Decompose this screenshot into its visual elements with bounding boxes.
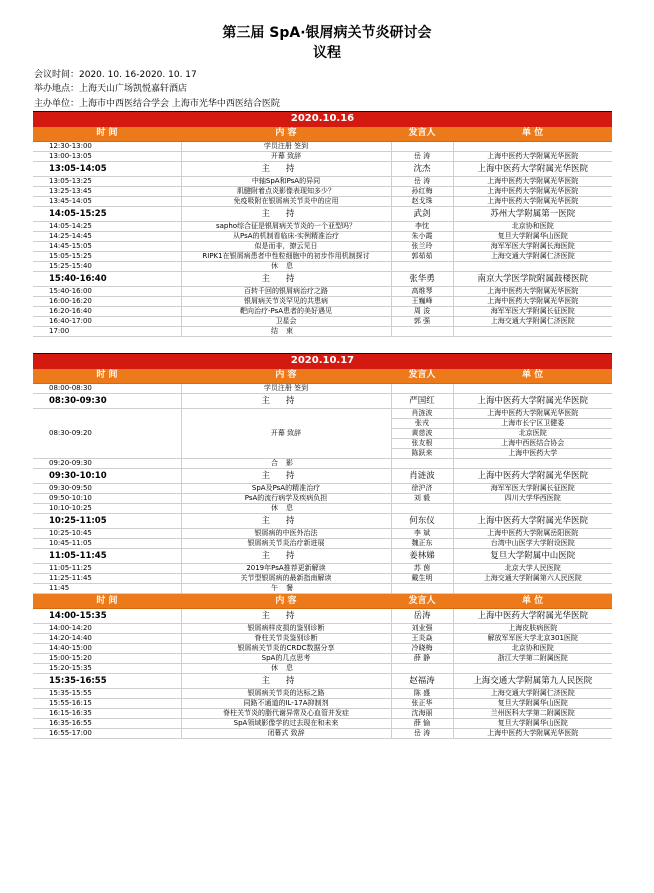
- break-row: [33, 327, 612, 337]
- row-unit: [453, 459, 612, 469]
- row-speaker: 张兰玲: [391, 242, 453, 252]
- row-speaker: 赵福涛: [391, 674, 453, 689]
- row-unit: 上海交通大学附属第九人民医院: [453, 674, 612, 689]
- row-time: 14:20-14:40: [33, 634, 181, 644]
- agenda-table: [33, 111, 612, 739]
- row-unit: 上海市长宁区卫健委: [453, 419, 612, 429]
- row-speaker: 王巍峰: [391, 297, 453, 307]
- row-content: RIPK1在银屑病患者中性粒细胞中的初步作用机制探讨: [181, 252, 391, 262]
- row-time: 16:00-16:20: [33, 297, 181, 307]
- row-speaker: 沈海丽: [391, 709, 453, 719]
- row-unit: 上海中医药大学附属光华医院: [453, 287, 612, 297]
- table-row: [33, 307, 612, 317]
- row-content: 2019年PsA推荐更新解读: [181, 564, 391, 574]
- row-time: 15:55-16:15: [33, 699, 181, 709]
- col-header-speaker: 发言人: [391, 594, 453, 609]
- row-unit: 上海中医药大学附属光华医院: [453, 609, 612, 624]
- row-unit: 上海交通大学附属仁济医院: [453, 689, 612, 699]
- meeting-organizer: 主办单位：上海市中西医结合学会 上海市光华中西医结合医院: [34, 99, 280, 109]
- table-row: [33, 574, 612, 584]
- row-time: 17:00: [33, 327, 181, 337]
- row-time: 11:45: [33, 584, 181, 594]
- row-content: 主持: [181, 272, 391, 287]
- table-row: [33, 384, 612, 394]
- row-unit: 上海中医药大学附属光华医院: [453, 197, 612, 207]
- row-content: 银屑病关节炎的达标之路: [181, 689, 391, 699]
- row-speaker: [391, 459, 453, 469]
- row-content: 中轴SpA和PsA的异同: [181, 177, 391, 187]
- row-content: 开幕 致辞: [181, 152, 391, 162]
- row-unit: 海军军医大学附属长征医院: [453, 307, 612, 317]
- row-speaker: 黄慈波: [391, 429, 453, 439]
- row-speaker: [391, 142, 453, 152]
- row-time: 13:05-13:25: [33, 177, 181, 187]
- table-row: [33, 287, 612, 297]
- row-content: SpA领域影像学的过去现在和未来: [181, 719, 391, 729]
- row-speaker: 郭茹茹: [391, 252, 453, 262]
- table-row: [33, 689, 612, 699]
- row-time: 08:30-09:30: [33, 394, 181, 409]
- row-content: 脊柱关节炎鉴别诊断: [181, 634, 391, 644]
- session-chair-row: [33, 394, 612, 409]
- row-time: 15:25-15:40: [33, 262, 181, 272]
- row-speaker: 周 浚: [391, 307, 453, 317]
- row-content: 免疫吸附在银屑病关节炎中的应用: [181, 197, 391, 207]
- row-unit: [453, 584, 612, 594]
- row-time: 15:40-16:00: [33, 287, 181, 297]
- col-header-unit: 单 位: [453, 127, 612, 142]
- row-content: 靶向治疗-PsA患者的美好遇见: [181, 307, 391, 317]
- col-header-content: 内 容: [181, 594, 391, 609]
- row-time: 15:00-15:20: [33, 654, 181, 664]
- row-speaker: 赵戈珠: [391, 197, 453, 207]
- row-unit: 北京协和医院: [453, 222, 612, 232]
- row-time: 14:05-14:25: [33, 222, 181, 232]
- table-row: [33, 539, 612, 549]
- row-unit: 北京医院: [453, 429, 612, 439]
- row-speaker: 严国红: [391, 394, 453, 409]
- row-unit: 苏州大学附属第一医院: [453, 207, 612, 222]
- row-speaker: 陈跃来: [391, 449, 453, 459]
- row-speaker: 郭 强: [391, 317, 453, 327]
- row-unit: 上海中医药大学附属光华医院: [453, 187, 612, 197]
- session-chair-row: [33, 674, 612, 689]
- row-time: 14:40-15:00: [33, 644, 181, 654]
- row-content: 闭幕式 致辞: [181, 729, 391, 739]
- row-content: 肌腱附着点炎影像表现知多少？: [181, 187, 391, 197]
- col-header-unit: 单 位: [453, 369, 612, 384]
- row-speaker: 岳 涛: [391, 177, 453, 187]
- row-unit: 上海中医药大学附属光华医院: [453, 152, 612, 162]
- table-row: [33, 654, 612, 664]
- row-time: 13:45-14:05: [33, 197, 181, 207]
- row-speaker: 姜林娣: [391, 549, 453, 564]
- session-chair-row: [33, 469, 612, 484]
- row-time: 15:35-16:55: [33, 674, 181, 689]
- table-row: [33, 644, 612, 654]
- row-unit: 北京协和医院: [453, 644, 612, 654]
- row-content: 学员注册 签到: [181, 384, 391, 394]
- row-speaker: [391, 262, 453, 272]
- row-time: 16:15-16:35: [33, 709, 181, 719]
- row-speaker: 冷晓梅: [391, 644, 453, 654]
- row-content: 银屑病样皮损的鉴别诊断: [181, 624, 391, 634]
- row-time: 10:25-11:05: [33, 514, 181, 529]
- table-row: [33, 317, 612, 327]
- row-time: 15:35-15:55: [33, 689, 181, 699]
- row-speaker: [391, 384, 453, 394]
- row-unit: 四川大学华西医院: [453, 494, 612, 504]
- row-speaker: 刘业强: [391, 624, 453, 634]
- row-time: 09:20-09:30: [33, 459, 181, 469]
- break-row: [33, 504, 612, 514]
- col-header-unit: 单 位: [453, 594, 612, 609]
- row-speaker: 魏正东: [391, 539, 453, 549]
- row-content: 主持: [181, 549, 391, 564]
- row-time: 13:00-13:05: [33, 152, 181, 162]
- table-row: [33, 529, 612, 539]
- row-unit: 上海中医药大学: [453, 449, 612, 459]
- row-speaker: 张友根: [391, 439, 453, 449]
- table-row: [33, 709, 612, 719]
- col-header-time: 时 间: [33, 127, 181, 142]
- break-row: [33, 262, 612, 272]
- row-content: 学员注册 签到: [181, 142, 391, 152]
- row-speaker: 戴生明: [391, 574, 453, 584]
- row-unit: 复旦大学附属华山医院: [453, 719, 612, 729]
- row-unit: 上海中医药大学附属光华医院: [453, 394, 612, 409]
- row-unit: 上海中医药大学附属光华医院: [453, 729, 612, 739]
- row-speaker: 高维琴: [391, 287, 453, 297]
- row-time: 14:00-14:20: [33, 624, 181, 634]
- row-speaker: 张戎: [391, 419, 453, 429]
- col-header-content: 内 容: [181, 127, 391, 142]
- table-row: [33, 242, 612, 252]
- row-content: 关节型银屑病的最新指南解读: [181, 574, 391, 584]
- row-unit: 上海中医药大学附属光华医院: [453, 297, 612, 307]
- row-content: 主持: [181, 394, 391, 409]
- row-time: 14:25-14:45: [33, 232, 181, 242]
- row-speaker: [391, 664, 453, 674]
- row-speaker: 薛 静: [391, 654, 453, 664]
- row-unit: 海军军医大学附属长征医院: [453, 484, 612, 494]
- row-unit: 复旦大学附属华山医院: [453, 232, 612, 242]
- row-content: 开幕 致辞: [181, 409, 391, 459]
- col-header-speaker: 发言人: [391, 369, 453, 384]
- table-row: [33, 409, 612, 419]
- table-row: [33, 484, 612, 494]
- row-time: 10:10-10:25: [33, 504, 181, 514]
- break-row: [33, 664, 612, 674]
- row-unit: 上海交通大学附属仁济医院: [453, 252, 612, 262]
- row-speaker: 苏 茵: [391, 564, 453, 574]
- table-row: [33, 297, 612, 307]
- session-chair-row: [33, 162, 612, 177]
- date-banner: [33, 112, 612, 127]
- row-speaker: 武剑: [391, 207, 453, 222]
- row-speaker: 张正华: [391, 699, 453, 709]
- row-content: 似是而非，撩云见日: [181, 242, 391, 252]
- row-content: 百转千回的银屑病治疗之路: [181, 287, 391, 297]
- row-time: 13:05-14:05: [33, 162, 181, 177]
- row-content: 休息: [181, 664, 391, 674]
- date-banner: [33, 354, 612, 369]
- row-speaker: 朱小霞: [391, 232, 453, 242]
- row-unit: 北京大学人民医院: [453, 564, 612, 574]
- row-time: 16:40-17:00: [33, 317, 181, 327]
- table-row: [33, 232, 612, 242]
- row-unit: 上海中医药大学附属光华医院: [453, 514, 612, 529]
- column-header-row: [33, 127, 612, 142]
- row-speaker: 刘 毅: [391, 494, 453, 504]
- date-label: 2020.10.17: [33, 354, 612, 369]
- row-unit: 上海中医药大学附属光华医院: [453, 162, 612, 177]
- row-time: 12:30-13:00: [33, 142, 181, 152]
- row-content: 合影: [181, 459, 391, 469]
- row-unit: [453, 262, 612, 272]
- row-content: 卫星会: [181, 317, 391, 327]
- date-label: 2020.10.16: [33, 112, 612, 127]
- row-speaker: [391, 327, 453, 337]
- row-speaker: 沈杰: [391, 162, 453, 177]
- row-content: 从PsA的机制看临床-实例精准治疗: [181, 232, 391, 242]
- row-content: 主持: [181, 674, 391, 689]
- table-row: [33, 494, 612, 504]
- column-header-row: [33, 594, 612, 609]
- row-time: 09:50-10:10: [33, 494, 181, 504]
- row-unit: 上海交通大学附属仁济医院: [453, 317, 612, 327]
- row-content: 同路不通道的IL-17A抑制剂: [181, 699, 391, 709]
- table-row: [33, 222, 612, 232]
- table-row: [33, 252, 612, 262]
- table-row: [33, 624, 612, 634]
- table-row: [33, 634, 612, 644]
- row-unit: 上海中医药大学附属光华医院: [453, 469, 612, 484]
- row-time: 08:00-08:30: [33, 384, 181, 394]
- session-chair-row: [33, 609, 612, 624]
- table-row: [33, 719, 612, 729]
- row-time: 10:45-11:05: [33, 539, 181, 549]
- row-unit: [453, 327, 612, 337]
- row-time: 16:35-16:55: [33, 719, 181, 729]
- row-content: SpA的几点思考: [181, 654, 391, 664]
- row-time: 14:00-15:35: [33, 609, 181, 624]
- session-chair-row: [33, 207, 612, 222]
- session-chair-row: [33, 549, 612, 564]
- row-speaker: 陈 盛: [391, 689, 453, 699]
- row-unit: 复旦大学附属华山医院: [453, 699, 612, 709]
- row-content: 脊柱关节炎的脂代谢异常及心血管并发症: [181, 709, 391, 719]
- row-speaker: [391, 504, 453, 514]
- row-content: 主持: [181, 609, 391, 624]
- row-content: 结束: [181, 327, 391, 337]
- row-content: sapho综合征是银屑病关节炎的一个亚型吗？: [181, 222, 391, 232]
- row-content: 银屑病关节炎的CRDC数据分享: [181, 644, 391, 654]
- row-time: 11:05-11:25: [33, 564, 181, 574]
- row-unit: 浙江大学第二附属医院: [453, 654, 612, 664]
- row-time: 08:30-09:20: [33, 409, 181, 459]
- row-time: 14:45-15:05: [33, 242, 181, 252]
- col-header-time: 时 间: [33, 369, 181, 384]
- table-row: [33, 152, 612, 162]
- row-unit: 复旦大学附属中山医院: [453, 549, 612, 564]
- row-content: 银屑病关节炎罕见的共患病: [181, 297, 391, 307]
- column-header-row: [33, 369, 612, 384]
- meeting-time: 会议时间：2020. 10. 16-2020. 10. 17: [34, 70, 197, 80]
- col-header-time: 时 间: [33, 594, 181, 609]
- row-content: 午餐: [181, 584, 391, 594]
- row-speaker: 肖涟波: [391, 469, 453, 484]
- row-time: 15:20-15:35: [33, 664, 181, 674]
- row-content: 银屑病的中医外治法: [181, 529, 391, 539]
- table-row: [33, 699, 612, 709]
- row-unit: 上海中医药大学附属光华医院: [453, 177, 612, 187]
- row-unit: 海军军医大学附属长海医院: [453, 242, 612, 252]
- row-speaker: 岳涛: [391, 609, 453, 624]
- row-unit: 上海交通大学附属第六人民医院: [453, 574, 612, 584]
- session-chair-row: [33, 514, 612, 529]
- row-speaker: 肖涟波: [391, 409, 453, 419]
- day-divider: [33, 337, 612, 354]
- table-row: [33, 729, 612, 739]
- meeting-place: 举办地点：上海天山广场凯悦嘉轩酒店: [34, 84, 188, 94]
- row-time: 11:05-11:45: [33, 549, 181, 564]
- row-speaker: 徐沪济: [391, 484, 453, 494]
- row-time: 15:40-16:40: [33, 272, 181, 287]
- row-unit: [453, 664, 612, 674]
- row-content: 主持: [181, 207, 391, 222]
- row-time: 16:20-16:40: [33, 307, 181, 317]
- row-speaker: 岳 涛: [391, 729, 453, 739]
- col-header-content: 内 容: [181, 369, 391, 384]
- table-row: [33, 177, 612, 187]
- row-unit: 上海皮肤病医院: [453, 624, 612, 634]
- row-time: 16:55-17:00: [33, 729, 181, 739]
- row-speaker: 孙红梅: [391, 187, 453, 197]
- row-speaker: 王炎焱: [391, 634, 453, 644]
- col-header-speaker: 发言人: [391, 127, 453, 142]
- row-time: 15:05-15:25: [33, 252, 181, 262]
- row-unit: 南京大学医学院附属鼓楼医院: [453, 272, 612, 287]
- row-unit: 上海中医药大学附属岳阳医院: [453, 529, 612, 539]
- divider-cell: [33, 337, 612, 354]
- row-content: 主持: [181, 162, 391, 177]
- break-row: [33, 459, 612, 469]
- row-speaker: 岳 涛: [391, 152, 453, 162]
- row-content: 休息: [181, 262, 391, 272]
- row-speaker: 薛 愉: [391, 719, 453, 729]
- row-time: 11:25-11:45: [33, 574, 181, 584]
- row-speaker: 李 斌: [391, 529, 453, 539]
- row-time: 13:25-13:45: [33, 187, 181, 197]
- row-content: PsA的流行病学及疾病负担: [181, 494, 391, 504]
- page-title: 第三届 SpA·银屑病关节炎研讨会: [222, 25, 432, 41]
- row-speaker: 李忱: [391, 222, 453, 232]
- row-unit: 上海中西医结合协会: [453, 439, 612, 449]
- row-content: 主持: [181, 469, 391, 484]
- row-speaker: 何东仪: [391, 514, 453, 529]
- row-unit: [453, 142, 612, 152]
- table-row: [33, 564, 612, 574]
- row-unit: [453, 384, 612, 394]
- row-speaker: 张华勇: [391, 272, 453, 287]
- table-row: [33, 142, 612, 152]
- row-time: 14:05-15:25: [33, 207, 181, 222]
- row-content: 休息: [181, 504, 391, 514]
- row-time: 09:30-09:50: [33, 484, 181, 494]
- row-speaker: [391, 584, 453, 594]
- break-row: [33, 584, 612, 594]
- row-time: 09:30-10:10: [33, 469, 181, 484]
- row-unit: 上海中医药大学附属光华医院: [453, 409, 612, 419]
- row-unit: 台湾中山医学大学附设医院: [453, 539, 612, 549]
- row-unit: [453, 504, 612, 514]
- row-content: 主持: [181, 514, 391, 529]
- table-row: [33, 197, 612, 207]
- row-unit: 兰州医科大学第二附属医院: [453, 709, 612, 719]
- session-chair-row: [33, 272, 612, 287]
- row-time: 10:25-10:45: [33, 529, 181, 539]
- page-subtitle: 议程: [313, 45, 341, 61]
- row-unit: 解放军军医大学北京301医院: [453, 634, 612, 644]
- row-content: SpA及PsA的精准治疗: [181, 484, 391, 494]
- table-row: [33, 187, 612, 197]
- row-content: 银屑病关节炎治疗新进展: [181, 539, 391, 549]
